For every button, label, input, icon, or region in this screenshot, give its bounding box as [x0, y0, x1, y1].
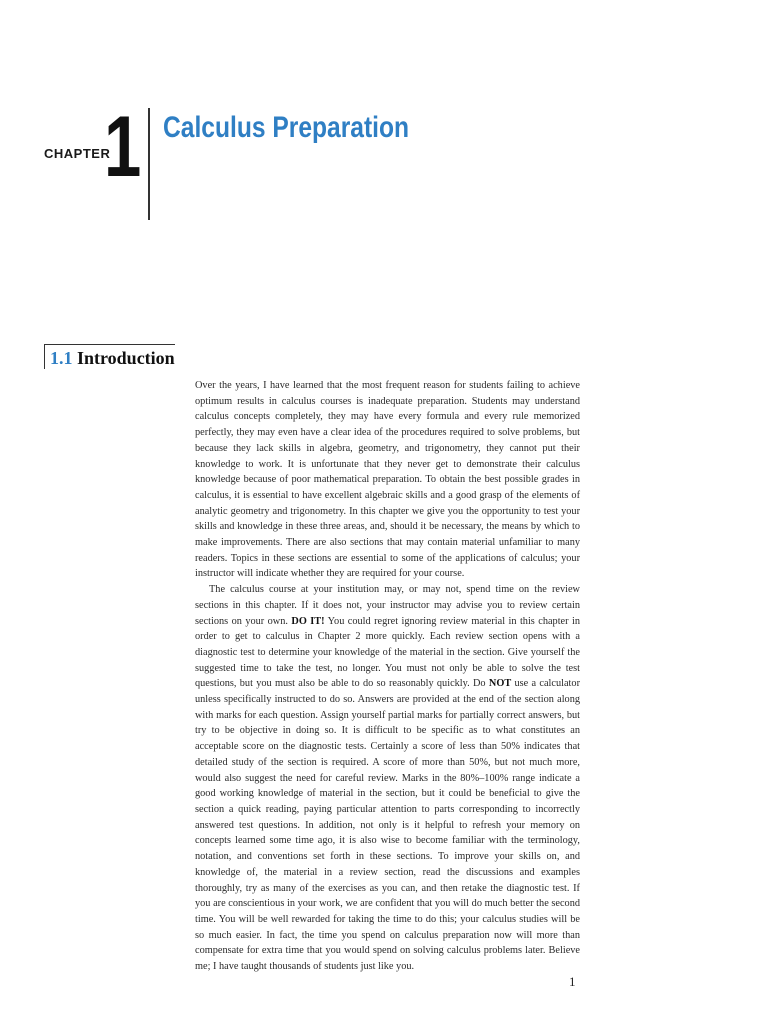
paragraph-2-emphasis-not: NOT: [488, 678, 512, 690]
section-title: Introduction: [77, 348, 175, 368]
chapter-title: Calculus Preparation: [163, 111, 410, 144]
paragraph-2-part-b: You could regret ignoring review material in this chapter in order to get to calculus in Chapter 2 more quickly. Each review section opens with a diagnostic test to determine your knowledge of the material in the section. Give yourself the suggested time to take the test, no longer. You must not only be able to solve the test questions, but you must also be able to do so reasonably quickly. Do: [195, 615, 580, 690]
section-number: 1.1: [50, 348, 73, 368]
chapter-number: 1: [104, 99, 142, 195]
chapter-label: CHAPTER: [44, 146, 111, 161]
paragraph-2-emphasis-do-it: DO IT!: [291, 615, 325, 627]
chapter-divider: [148, 108, 150, 220]
paragraph-1: Over the years, I have learned that the most frequent reason for students failing to achieve optimum results in calculus courses is inadequate preparation. Students may understand calculus concepts completely, they may have every formula and every rule memorized perfectly, they may even have a clear idea of the procedures required to solve problems, but because they lack skills in algebra, geometry, and trigonometry, they cannot put their knowledge to work. It is unfortunate that they never get to demonstrate their calculus knowledge because of poor mathematical preparation. To obtain the best possible grades in calculus, it is essential to have excellent algebraic skills and a good grasp of the elements of analytic geometry and trigonometry. In this chapter we give you the opportunity to test your skills and knowledge in these three areas, and, should it be necessary, the means by which to make improvements. There are also sections that may contain material unfamiliar to many readers. Topics in these sections are essential to some of the applications of calculus; your instructor will indicate whether they are required for your course.: [195, 380, 580, 580]
paragraph-2-part-c: use a calculator unless specifically instructed to do so. Answers are provided at the end of the section along with marks for each question. Assign yourself partial marks for partially correct answers, but try to be objective in doing so. It is difficult to be specific as to what constitutes an acceptable score on the diagnostic tests. Certainly a score of less than 50% indicates that detailed study of the section is required. A score of more than 50%, but not much more, would also suggest the need for careful review. Marks in the 80%–100% range indicate a good working knowledge of material in the section, but it could be beneficial to give the section a quick reading, paying particular attention to parts corresponding to incorrectly answered test questions. In addition, not only is it helpful to refresh your memory on concepts learned some time ago, it is also wise to become familiar with the terminology, notation, and conventions set forth in these sections. To improve your skills on, and knowledge of, the material in a review section, read the discussions and examples thoroughly, try as many of the exercises as you can, and then retake the diagnostic test. If you are conscientious in your work, we are confident that you will do much better the second time. You will be well rewarded for taking the time to do this; your calculus studies will be so much easier. In fact, the time you spend on calculus preparation now will more than compensate for extra time that you would spend on solving calculus problems later. Believe me; I have taught thousands of students just like you.: [195, 678, 581, 973]
section-heading: [44, 344, 175, 369]
paragraph-2-part-a: The calculus course at your institution may, or may not, spend time on the review sections in this chapter. If it does not, your instructor may advise you to review certain sections on your own.: [195, 584, 580, 627]
page-number: 1: [569, 974, 576, 989]
body-text: [195, 378, 580, 975]
paragraph-2: [195, 582, 580, 975]
